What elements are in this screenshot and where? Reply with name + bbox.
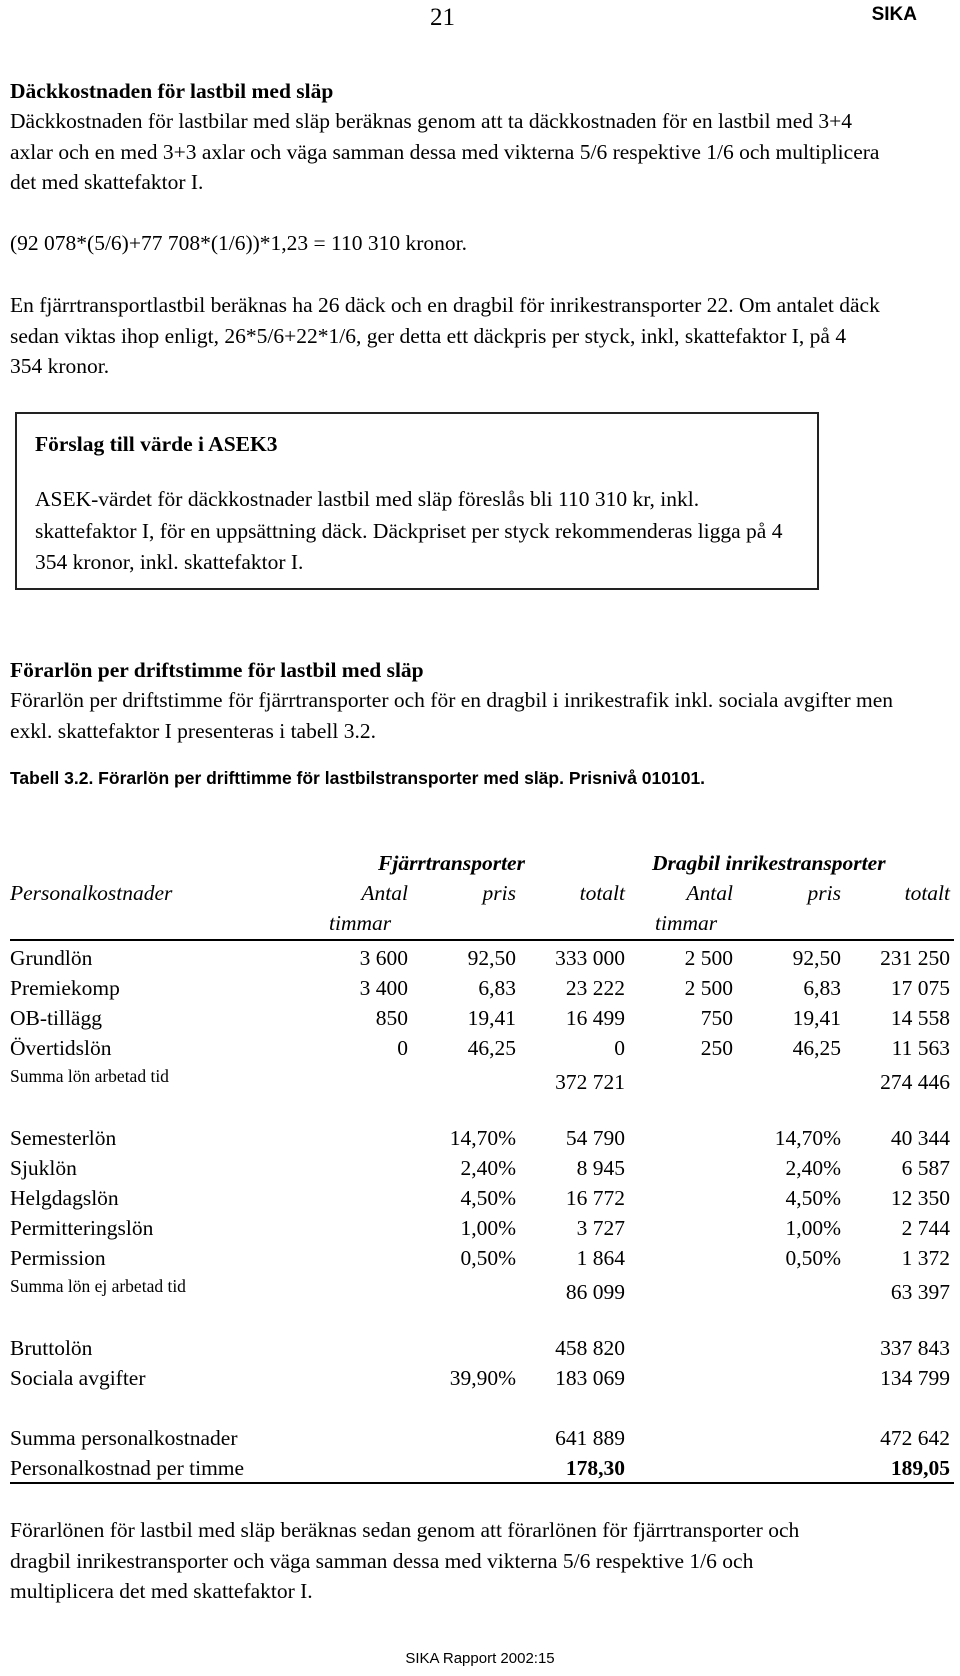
section-heading-tire-cost: Däckkostnaden för lastbil med släp <box>10 79 334 103</box>
table-cell: 11 563 <box>891 1036 950 1060</box>
row-label: OB-tillägg <box>10 1006 102 1030</box>
col-header-pris-2: pris <box>807 881 841 905</box>
table-cell: 2 744 <box>901 1216 950 1240</box>
col-header-timmar-2: timmar <box>655 911 718 935</box>
row-label: Permission <box>10 1246 106 1270</box>
table-cell: 189,05 <box>890 1456 950 1480</box>
table-cell: 4,50% <box>785 1186 841 1210</box>
table-cell: 63 397 <box>890 1280 950 1304</box>
table-cell: 1,00% <box>785 1216 841 1240</box>
table-cell: 46,25 <box>792 1036 841 1060</box>
table-cell: 1 372 <box>901 1246 950 1270</box>
row-label: Permitteringslön <box>10 1216 154 1240</box>
table-cell: 6,83 <box>478 976 516 1000</box>
row-label: Sjuklön <box>10 1156 77 1180</box>
row-label: Övertidslön <box>10 1036 112 1060</box>
table-bottom-rule <box>10 1482 954 1484</box>
table-cell: 14,70% <box>774 1126 841 1150</box>
table-cell: 3 727 <box>576 1216 625 1240</box>
table-cell: 2,40% <box>460 1156 516 1180</box>
table-cell: 1,00% <box>460 1216 516 1240</box>
section-heading-driver-wage: Förarlön per driftstimme för lastbil med släp <box>10 658 424 682</box>
table-cell: 2 500 <box>684 976 733 1000</box>
table-cell: 6 587 <box>901 1156 950 1180</box>
row-label: Sociala avgifter <box>10 1366 146 1390</box>
group-header-long-haul: Fjärrtransporter <box>378 851 525 875</box>
proposal-body: ASEK-värdet för däckkostnader lastbil med släp föreslås bli 110 310 kr, inkl. skattefaktor I, för en uppsättning däck. Däckpriset per styck rekommenderas ligga på 4 354 kronor, inkl. skattefaktor I. <box>35 487 783 574</box>
table-cell: 2 500 <box>684 946 733 970</box>
table-cell: 19,41 <box>792 1006 841 1030</box>
table-cell: 46,25 <box>467 1036 516 1060</box>
table-cell: 17 075 <box>890 976 950 1000</box>
table-cell: 14 558 <box>890 1006 950 1030</box>
col-header-totalt-2: totalt <box>904 881 950 905</box>
row-label: Personalkostnad per timme <box>10 1456 245 1480</box>
row-label: Bruttolön <box>10 1336 93 1360</box>
paragraph-tire-cost: Däckkostnaden för lastbilar med släp beräknas genom att ta däckkostnaden för en lastbil med 3+4 axlar och en med 3+3 axlar och väga samman dessa med vikterna 5/6 respektive 1/6 och multiplicera det med skattefaktor I. <box>10 109 880 194</box>
paragraph-tire-count: En fjärrtransportlastbil beräknas ha 26 däck och en dragbil för inrikestransporter 22. Om antalet däck sedan viktas ihop enligt, 26*5/6+22*1/6, ger detta ett däckpris per styck, inkl, skattefaktor I, på 4 354 kronor. <box>10 293 880 378</box>
table-header-rule <box>10 939 954 941</box>
proposal-box <box>15 412 819 590</box>
table-cell: 16 772 <box>565 1186 625 1210</box>
table-cell: 0,50% <box>460 1246 516 1270</box>
table-caption: Tabell 3.2. Förarlön per drifttimme för lastbilstransporter med släp. Prisnivå 010101. <box>10 768 706 788</box>
table-cell: 3 600 <box>359 946 408 970</box>
row-label: Summa lön arbetad tid <box>10 1066 169 1086</box>
row-header-label: Personalkostnader <box>10 881 173 905</box>
table-cell: 2,40% <box>785 1156 841 1180</box>
table-cell: 3 400 <box>359 976 408 1000</box>
formula-tire-cost: (92 078*(5/6)+77 708*(1/6))*1,23 = 110 310 kronor. <box>10 231 467 255</box>
table-cell: 850 <box>375 1006 408 1030</box>
row-label: Semesterlön <box>10 1126 117 1150</box>
row-label: Summa personalkostnader <box>10 1426 238 1450</box>
table-cell: 641 889 <box>555 1426 625 1450</box>
table-cell: 19,41 <box>467 1006 516 1030</box>
table-cell: 231 250 <box>880 946 950 970</box>
table-cell: 0 <box>614 1036 625 1060</box>
table-cell: 472 642 <box>880 1426 950 1450</box>
table-cell: 8 945 <box>576 1156 625 1180</box>
table-cell: 1 864 <box>576 1246 625 1270</box>
table-cell: 12 350 <box>890 1186 950 1210</box>
table-cell: 372 721 <box>555 1070 625 1094</box>
page-number: 21 <box>430 4 455 31</box>
table-cell: 92,50 <box>467 946 516 970</box>
group-header-domestic: Dragbil inrikestransporter <box>652 851 886 875</box>
table-cell: 39,90% <box>449 1366 516 1390</box>
table-cell: 0,50% <box>785 1246 841 1270</box>
row-label: Summa lön ej arbetad tid <box>10 1276 186 1296</box>
table-cell: 14,70% <box>449 1126 516 1150</box>
table-cell: 274 446 <box>880 1070 950 1094</box>
table-cell: 40 344 <box>890 1126 950 1150</box>
table-cell: 183 069 <box>555 1366 625 1390</box>
row-label: Grundlön <box>10 946 93 970</box>
table-cell: 23 222 <box>565 976 625 1000</box>
header-label: SIKA <box>871 4 917 25</box>
table-cell: 86 099 <box>565 1280 625 1304</box>
table-cell: 250 <box>700 1036 733 1060</box>
table-cell: 0 <box>397 1036 408 1060</box>
table-cell: 6,83 <box>803 976 841 1000</box>
table-cell: 458 820 <box>555 1336 625 1360</box>
table-cell: 750 <box>700 1006 733 1030</box>
row-label: Helgdagslön <box>10 1186 119 1210</box>
row-label: Premiekomp <box>10 976 120 1000</box>
proposal-title: Förslag till värde i ASEK3 <box>35 432 278 456</box>
col-header-pris-1: pris <box>482 881 516 905</box>
table-cell: 54 790 <box>565 1126 625 1150</box>
footer: SIKA Rapport 2002:15 <box>405 1650 555 1667</box>
col-header-antal-2: Antal <box>686 881 733 905</box>
col-header-timmar-1: timmar <box>329 911 392 935</box>
table-cell: 4,50% <box>460 1186 516 1210</box>
col-header-antal-1: Antal <box>361 881 408 905</box>
closing-paragraph: Förarlönen för lastbil med släp beräknas sedan genom att förarlönen för fjärrtransporter och dragbil inrikestransporter och väga samman dessa med vikterna 5/6 respektive 1/6 och multiplicera det med skattefaktor I. <box>10 1518 800 1603</box>
table-cell: 333 000 <box>555 946 625 970</box>
paragraph-driver-wage: Förarlön per driftstimme för fjärrtransporter och för en dragbil i inrikestrafik inkl. sociala avgifter men exkl. skattefaktor I presenteras i tabell 3.2. <box>10 688 893 743</box>
table-cell: 134 799 <box>880 1366 950 1390</box>
table-cell: 92,50 <box>792 946 841 970</box>
col-header-totalt-1: totalt <box>579 881 625 905</box>
table-cell: 178,30 <box>565 1456 625 1480</box>
table-cell: 337 843 <box>880 1336 950 1360</box>
table-cell: 16 499 <box>565 1006 625 1030</box>
